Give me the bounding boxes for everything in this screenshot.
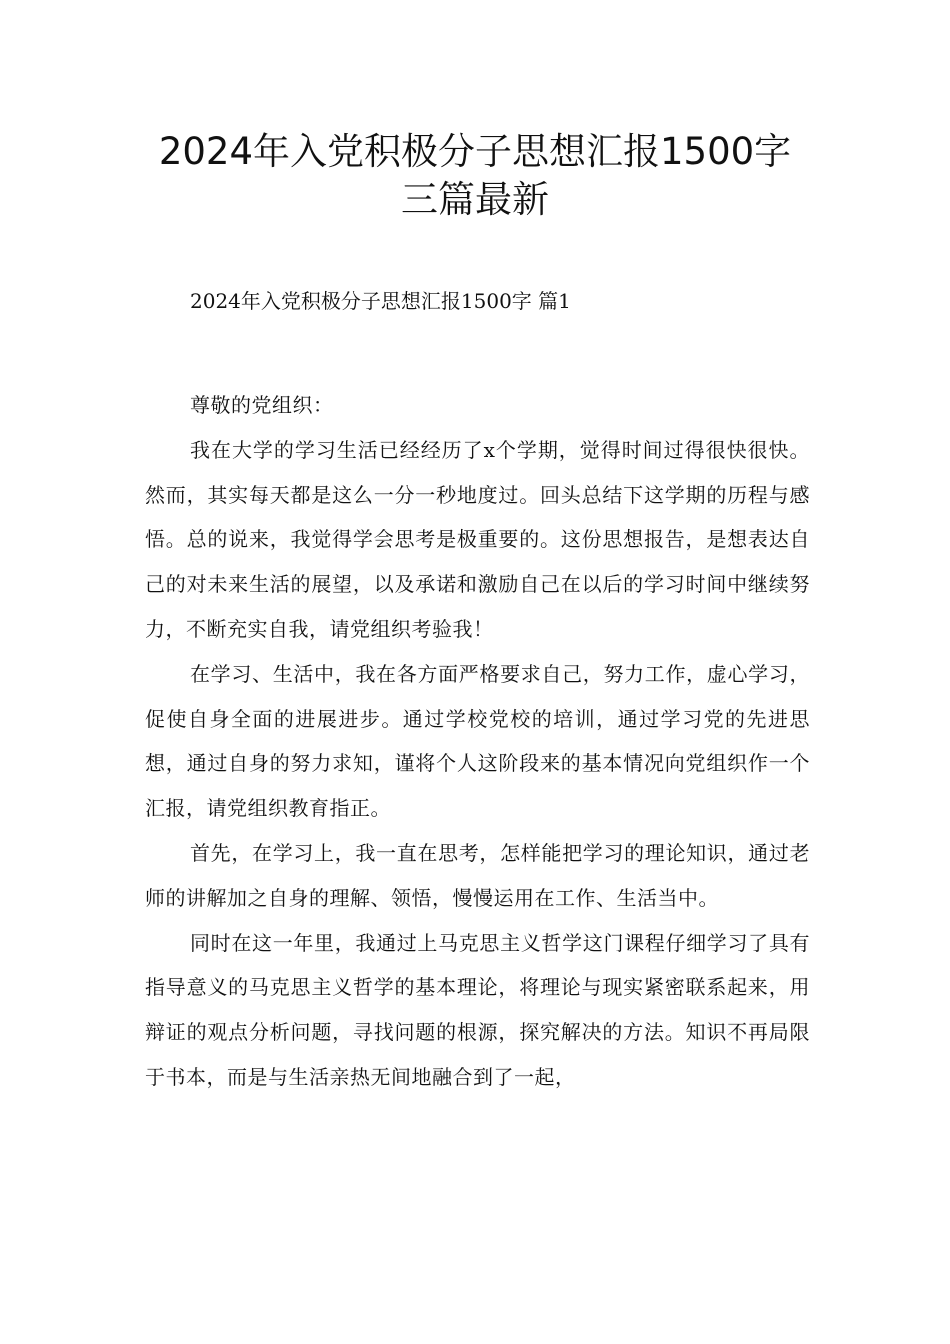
paragraph: 在学习、生活中，我在各方面严格要求自己，努力工作，虚心学习，促使自身全面的进展进步。通过学校党校的培训，通过学习党的先进思想，通过自身的努力求知，谨将个人这阶段来的基本情况向党组织作一个汇报，请党组织教育指正。 xyxy=(145,661,810,821)
document-body xyxy=(145,383,810,1100)
section-heading: 2024年入党积极分子思想汇报1500字 篇1 xyxy=(190,289,571,313)
title-line-1: 2024年入党积极分子思想汇报1500字 xyxy=(158,130,792,173)
document-title xyxy=(100,128,850,224)
salutation: 尊敬的党组织： xyxy=(190,393,334,417)
paragraph: 我在大学的学习生活已经经历了x个学期，觉得时间过得很快很快。然而，其实每天都是这么一分一秒地度过。回头总结下这学期的历程与感悟。总的说来，我觉得学会思考是极重要的。这份思想报告，是想表达自己的对未来生活的展望，以及承诺和激励自己在以后的学习时间中继续努力，不断充实自我，请党组织考验我！ xyxy=(145,437,810,641)
paragraph: 首先，在学习上，我一直在思考，怎样能把学习的理论知识，通过老师的讲解加之自身的理解、领悟，慢慢运用在工作、生活当中。 xyxy=(145,840,810,910)
paragraph: 同时在这一年里，我通过上马克思主义哲学这门课程仔细学习了具有指导意义的马克思主义哲学的基本理论，将理论与现实紧密联系起来，用辩证的观点分析问题，寻找问题的根源，探究解决的方法。知识不再局限于书本，而是与生活亲热无间地融合到了一起， xyxy=(145,930,810,1089)
title-line-2: 三篇最新 xyxy=(401,178,549,221)
